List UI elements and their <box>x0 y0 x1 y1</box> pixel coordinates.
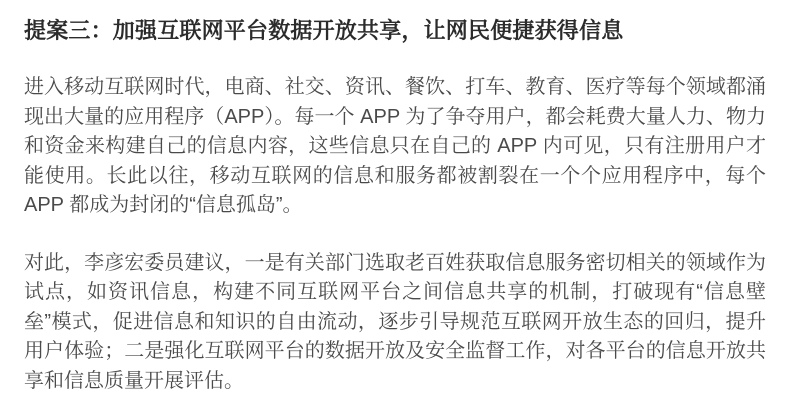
article-paragraph-2: 对此，李彦宏委员建议，一是有关部门选取老百姓获取信息服务密切相关的领域作为试点，如资讯信息，构建不同互联网平台之间信息共享的机制，打破现有“信息壁垒”模式，促进信息和知识的自由流动，逐步引导规范互联网开放生态的回归，提升用户体验；二是强化互联网平台的数据开放及安全监督工作，对各平台的信息开放共享和信息质量开展评估。 <box>24 251 766 392</box>
article-paragraph-1: 进入移动互联网时代，电商、社交、资讯、餐饮、打车、教育、医疗等每个领域都涌现出大量的应用程序（APP）。每一个 APP 为了争夺用户，都会耗费大量人力、物力和资金来构建自己的信息内容，这些信息只在自己的 APP 内可见，只有注册用户才能使用。长此以往，移动互联网的信息和服务都被割裂在一个个应用程序中，每个 APP 都成为封闭的“信息孤岛”。 <box>24 76 766 216</box>
article-title: 提案三：加强互联网平台数据开放共享，让网民便捷获得信息 <box>24 18 624 43</box>
